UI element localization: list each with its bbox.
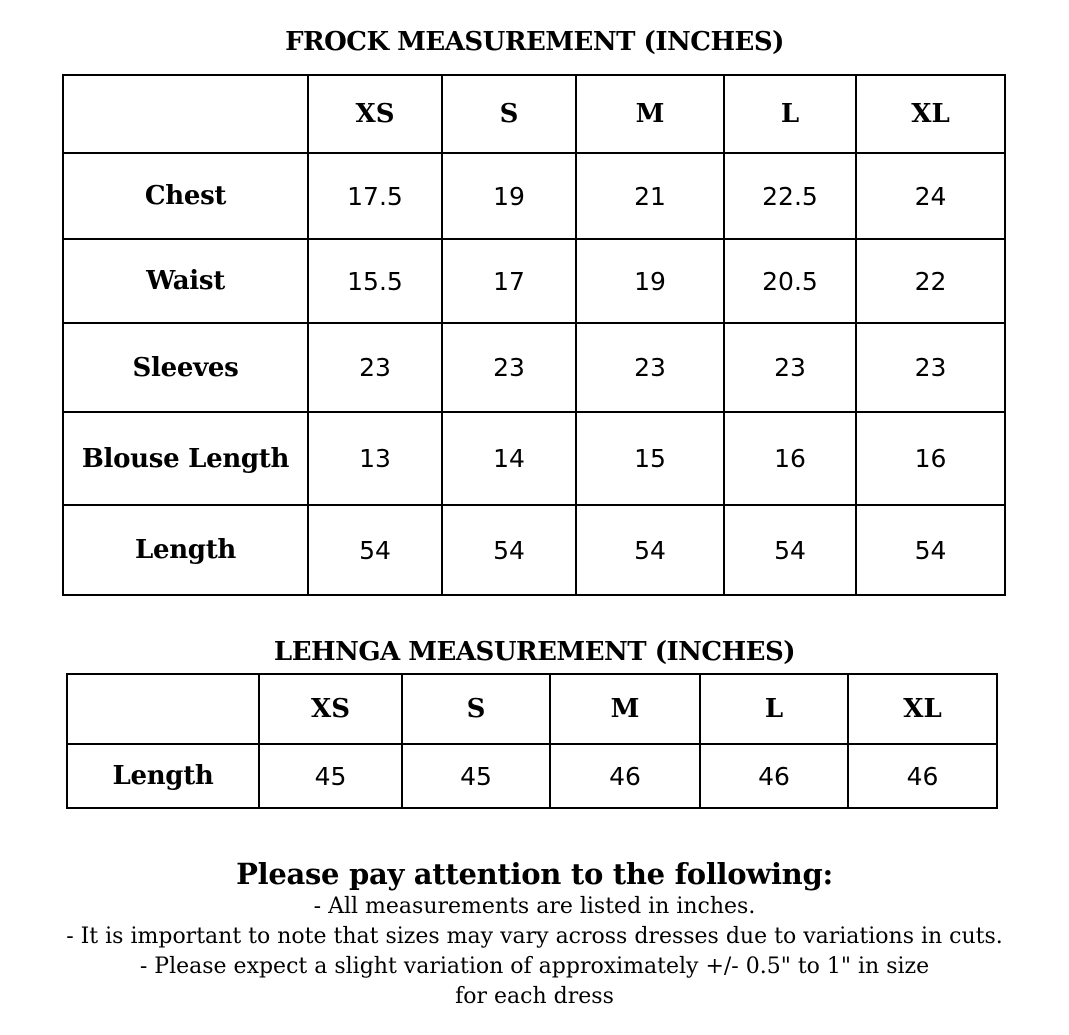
- table-cell: 13: [308, 412, 442, 505]
- table-row: [63, 412, 1005, 505]
- table-cell: 16: [856, 412, 1005, 505]
- table-cell: 14: [442, 412, 576, 505]
- table-row: [63, 323, 1005, 412]
- table-cell: 23: [576, 323, 724, 412]
- table-cell: 15: [576, 412, 724, 505]
- table-cell: 22: [856, 239, 1005, 323]
- size-header-xs: XS: [259, 674, 402, 744]
- size-header-l: L: [700, 674, 848, 744]
- table-cell: 45: [259, 744, 402, 808]
- table-cell: 17: [442, 239, 576, 323]
- table-cell: 54: [724, 505, 856, 595]
- note-line: - All measurements are listed in inches.: [313, 894, 756, 919]
- note-line: - It is important to note that sizes may vary across dresses due to variations in cuts.: [66, 924, 1003, 949]
- table-cell: 46: [550, 744, 700, 808]
- table-cell: 54: [856, 505, 1005, 595]
- row-label: Chest: [63, 153, 308, 239]
- size-header-xs: XS: [308, 75, 442, 153]
- table-cell: 20.5: [724, 239, 856, 323]
- frock-table-title: FROCK MEASUREMENT (INCHES): [285, 27, 784, 57]
- table-cell: 16: [724, 412, 856, 505]
- notes-section: [60, 856, 1009, 1012]
- row-label: Sleeves: [63, 323, 308, 412]
- corner-cell: [63, 75, 308, 153]
- table-cell: 46: [848, 744, 997, 808]
- table-header-row: [67, 674, 997, 744]
- lehnga-measurement-table: [66, 673, 998, 809]
- size-header-m: M: [576, 75, 724, 153]
- frock-measurement-table: [62, 74, 1006, 596]
- table-cell: 24: [856, 153, 1005, 239]
- table-cell: 45: [402, 744, 550, 808]
- corner-cell: [67, 674, 259, 744]
- table-cell: 23: [724, 323, 856, 412]
- size-header-m: M: [550, 674, 700, 744]
- table-row: [63, 153, 1005, 239]
- table-cell: 54: [576, 505, 724, 595]
- row-label: Length: [67, 744, 259, 808]
- table-cell: 19: [442, 153, 576, 239]
- table-cell: 23: [442, 323, 576, 412]
- size-header-l: L: [724, 75, 856, 153]
- size-header-s: S: [402, 674, 550, 744]
- table-header-row: [63, 75, 1005, 153]
- table-cell: 54: [308, 505, 442, 595]
- table-cell: 19: [576, 239, 724, 323]
- row-label: Waist: [63, 239, 308, 323]
- note-line: - Please expect a slight variation of approximately +/- 0.5" to 1" in size for each dress: [139, 954, 930, 1009]
- table-cell: 23: [856, 323, 1005, 412]
- table-row: [63, 505, 1005, 595]
- row-label: Blouse Length: [63, 412, 308, 505]
- table-row: [67, 744, 997, 808]
- size-header-s: S: [442, 75, 576, 153]
- table-cell: 22.5: [724, 153, 856, 239]
- size-header-xl: XL: [856, 75, 1005, 153]
- table-cell: 17.5: [308, 153, 442, 239]
- table-cell: 15.5: [308, 239, 442, 323]
- table-cell: 46: [700, 744, 848, 808]
- table-row: [63, 239, 1005, 323]
- table-cell: 21: [576, 153, 724, 239]
- size-header-xl: XL: [848, 674, 997, 744]
- lehnga-table-title: LEHNGA MEASUREMENT (INCHES): [273, 637, 796, 667]
- table-cell: 23: [308, 323, 442, 412]
- row-label: Length: [63, 505, 308, 595]
- table-cell: 54: [442, 505, 576, 595]
- notes-heading: Please pay attention to the following:: [236, 857, 833, 891]
